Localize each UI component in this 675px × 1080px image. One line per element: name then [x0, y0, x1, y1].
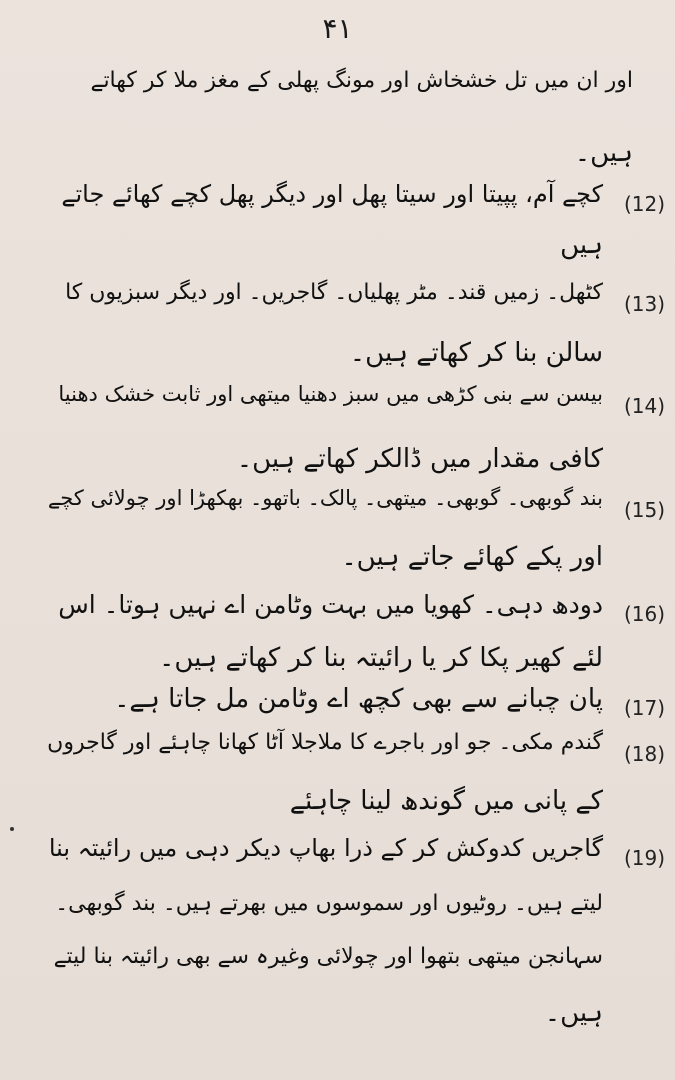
item-number: (18) [624, 742, 666, 766]
item-number: (12) [624, 192, 666, 216]
item-number: (17) [624, 696, 666, 720]
item-number: (15) [624, 498, 666, 522]
text-line: بیسن سے بنی کڑھی میں سبز دھنیا میتھی اور ثابت خشک دھنیا [58, 382, 603, 406]
text-line: دودھ دہی۔ کھویا میں بہت وٹامن اے نہیں ہوتا۔ اس [58, 590, 603, 619]
text-line: کافی مقدار میں ڈالکر کھاتے ہیں۔ [236, 444, 603, 474]
page-number: ۴۱ [322, 12, 353, 45]
text-line: سہانجن میتھی بتھوا اور چولائی وغیرہ سے بھی رائیتہ بنا لیتے [53, 944, 603, 969]
item-number: (19) [624, 846, 666, 870]
text-line: کچے آم، پپیتا اور سیتا پھل اور دیگر پھل کچے کھائے جاتے [61, 180, 603, 208]
text-line: لیتے ہیں۔ روٹیوں اور سموسوں میں بھرتے ہیں۔ بند گوبھی۔ [55, 891, 603, 916]
text-line: سالن بنا کر کھاتے ہیں۔ [349, 338, 603, 368]
text-line: ہیں [560, 230, 603, 260]
text-line: گندم مکی۔ جو اور باجرے کا ملاجلا آٹا کھانا چاہئے اور گاجروں [47, 730, 603, 755]
text-line: ہیں۔ [574, 138, 633, 168]
item-number: (16) [624, 602, 666, 626]
text-line: اور ان میں تل خشخاش اور مونگ پھلی کے مغز ملا کر کھاتے [90, 68, 633, 93]
ink-dot [10, 827, 14, 831]
text-line: گاجریں کدوکش کر کے ذرا بھاپ دیکر دہی میں رائیتہ بنا [48, 834, 603, 862]
text-line: کٹھل۔ زمیں قند۔ مٹر پھلیاں۔ گاجریں۔ اور دیگر سبزیوں کا [65, 280, 603, 305]
text-line: اور پکے کھائے جاتے ہیں۔ [341, 542, 603, 572]
text-line: ہیں۔ [544, 998, 603, 1028]
item-number: (13) [624, 292, 666, 316]
text-line: کے پانی میں گوندھ لینا چاہئے [289, 786, 603, 816]
item-number: (14) [624, 394, 666, 418]
text-line: لئے کھیر پکا کر یا رائیتہ بنا کر کھاتے ہیں۔ [159, 643, 603, 673]
text-line: بند گوبھی۔ گوبھی۔ میتھی۔ پالک۔ باتھو۔ بھکھڑا اور چولائی کچے [47, 486, 603, 510]
text-line: پان چبانے سے بھی کچھ اے وٹامن مل جاتا ہے۔ [114, 684, 603, 714]
